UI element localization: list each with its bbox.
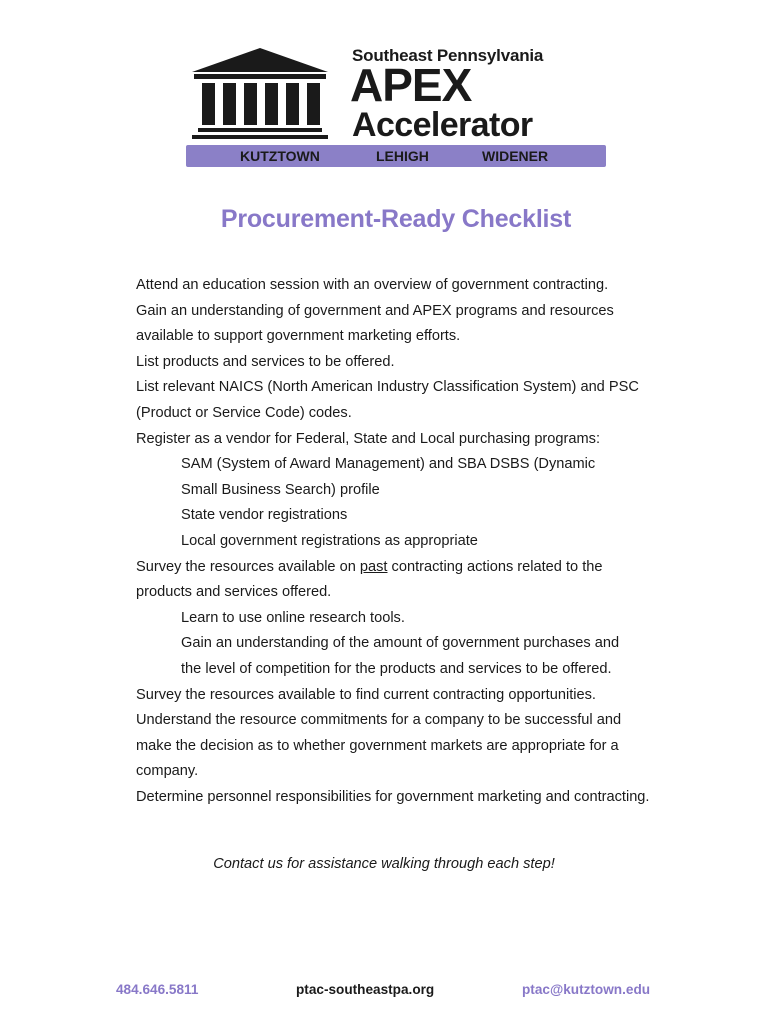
checklist-subitem: Learn to use online research tools. xyxy=(181,609,405,626)
checklist-subitem: SAM (System of Award Management) and SBA DSBS (Dynamic xyxy=(181,456,596,473)
checklist-item: Understand the resource commitments for a company to be successful and xyxy=(136,712,622,729)
footer-email[interactable]: ptac@kutztown.edu xyxy=(522,982,651,997)
underlined-word: past xyxy=(359,558,388,575)
checklist-item: (Product or Service Code) codes. xyxy=(136,404,352,421)
logo-subtitle: Southeast Pennsylvania xyxy=(352,46,544,65)
logo-name-accelerator: Accelerator xyxy=(352,106,533,144)
checklist-item: products and services offered. xyxy=(136,584,332,601)
checklist-item: available to support government marketing efforts. xyxy=(136,328,461,345)
page-title: Procurement-Ready Checklist xyxy=(220,205,572,233)
checklist-item: Gain an understanding of government and APEX programs and resources xyxy=(136,302,614,319)
location-lehigh: LEHIGH xyxy=(376,148,429,164)
checklist-item: company. xyxy=(136,763,199,780)
checklist-subitem: Local government registrations as appropriate xyxy=(181,532,478,549)
checklist-item: Attend an education session with an overview of government contracting. xyxy=(136,277,609,293)
checklist-subitem: Small Business Search) profile xyxy=(181,481,380,498)
location-widener: WIDENER xyxy=(482,148,549,164)
checklist-item xyxy=(136,555,696,581)
checklist-item: List relevant NAICS (North American Industry Classification System) and PSC xyxy=(136,379,639,396)
checklist-text: Survey the resources available on xyxy=(136,558,360,575)
checklist-item: make the decision as to whether government markets are appropriate for a xyxy=(136,737,619,754)
footer-website[interactable]: ptac-southeastpa.org xyxy=(296,982,435,997)
checklist-subitem: the level of competition for the products and services to be offered. xyxy=(181,660,612,677)
checklist-item: Register as a vendor for Federal, State and Local purchasing programs: xyxy=(136,430,601,447)
checklist-subitem: State vendor registrations xyxy=(181,507,348,524)
checklist-text: contracting actions related to the xyxy=(387,558,603,575)
building-columns-icon xyxy=(190,46,330,142)
location-band xyxy=(186,145,606,167)
apex-logo xyxy=(186,44,606,168)
checklist-subitem: Gain an understanding of the amount of government purchases and xyxy=(181,635,620,652)
checklist-item: List products and services to be offered. xyxy=(136,353,395,370)
location-kutztown: KUTZTOWN xyxy=(240,148,320,164)
contact-note: Contact us for assistance walking through each step! xyxy=(213,856,555,872)
checklist xyxy=(136,273,696,810)
checklist-item: Survey the resources available to find current contracting opportunities. xyxy=(136,686,596,703)
logo-name-apex: APEX xyxy=(350,59,472,111)
checklist-item: Determine personnel responsibilities for government marketing and contracting. xyxy=(136,788,650,805)
footer-phone[interactable]: 484.646.5811 xyxy=(116,982,199,997)
